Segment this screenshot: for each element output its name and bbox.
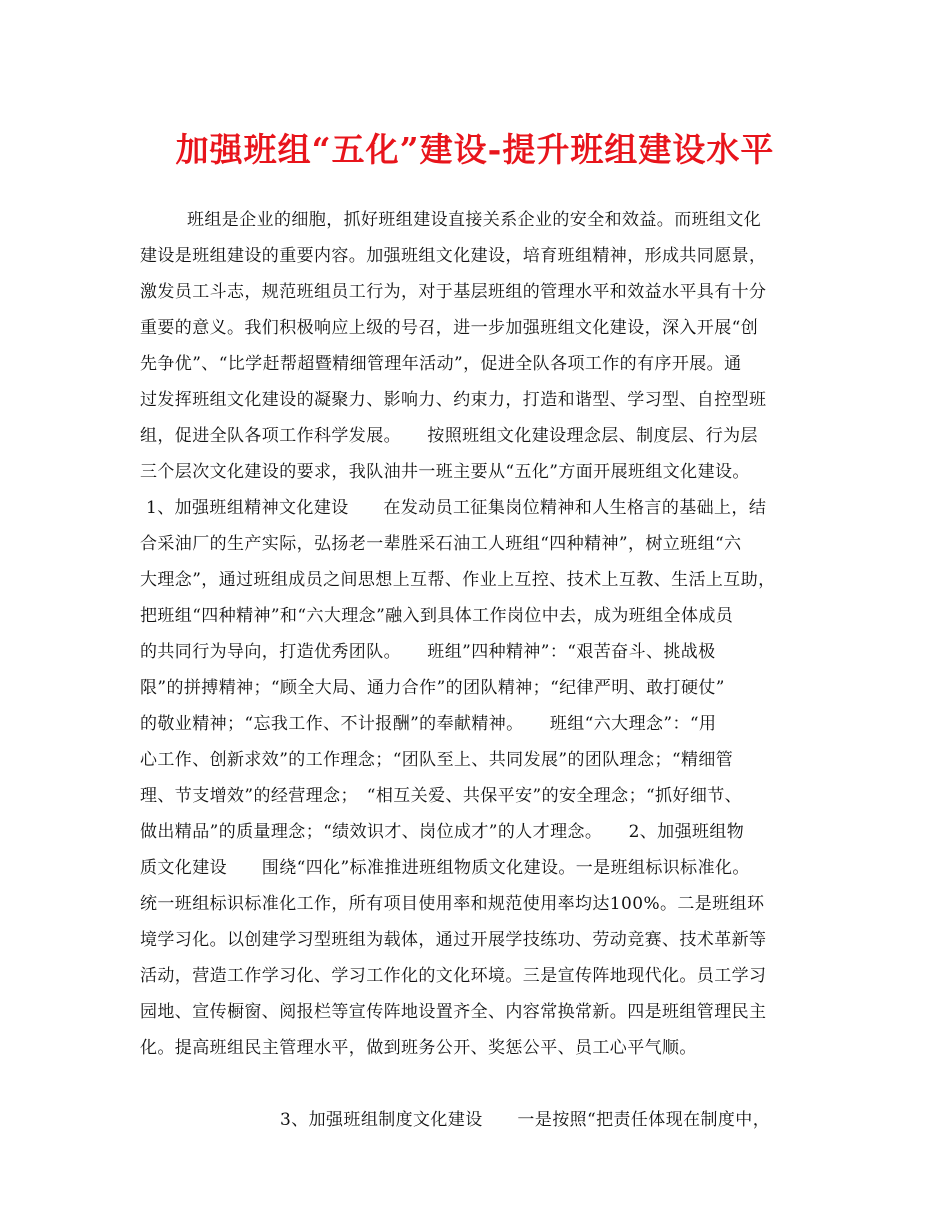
body-line: 3、加强班组制度文化建设 一是按照“把责任体现在制度中，	[280, 1110, 771, 1130]
body-line: 过发挥班组文化建设的凝聚力、影响力、约束力，打造和谐型、学习型、自控型班	[140, 390, 767, 410]
document-title: 加强班组“五化”建设-提升班组建设水平	[175, 130, 775, 169]
document-body	[140, 202, 820, 1138]
body-line: 园地、宣传橱窗、阅报栏等宣传阵地设置齐全、内容常换常新。四是班组管理民主	[140, 1002, 767, 1022]
body-line: 班组是企业的细胞，抓好班组建设直接关系企业的安全和效益。而班组文化	[187, 210, 762, 230]
body-line: 建设是班组建设的重要内容。加强班组文化建设，培育班组精神，形成共同愿景，	[140, 246, 767, 266]
body-line: 活动，营造工作学习化、学习工作化的文化环境。三是宣传阵地现代化。员工学习	[140, 966, 767, 986]
body-line: 限”的拼搏精神；“顾全大局、通力合作”的团队精神；“纪律严明、敢打硬仗”	[140, 678, 725, 698]
body-line: 先争优”、“比学赶帮超暨精细管理年活动”，促进全队各项工作的有序开展。通	[140, 354, 742, 374]
body-line: 的敬业精神；“忘我工作、不计报酬”的奉献精神。 班组“六大理念”：“用	[140, 714, 717, 734]
body-line: 化。提高班组民主管理水平，做到班务公开、奖惩公平、员工心平气顺。	[140, 1038, 697, 1058]
body-line: 把班组“四种精神”和“六大理念”融入到具体工作岗位中去，成为班组全体成员	[140, 606, 734, 626]
body-line: 理、节支增效”的经营理念； “相互关爱、共保平安”的安全理念；“抓好细节、	[140, 786, 743, 806]
body-line: 大理念”，通过班组成员之间思想上互帮、作业上互控、技术上互教、生活上互助，	[140, 570, 776, 590]
paragraph-gap	[140, 1066, 820, 1102]
body-line: 心工作、创新求效”的工作理念；“团队至上、共同发展”的团队理念；“精细管	[140, 750, 734, 770]
body-line: 激发员工斗志，规范班组员工行为，对于基层班组的管理水平和效益水平具有十分	[140, 282, 767, 302]
body-line: 境学习化。以创建学习型班组为载体，通过开展学技练功、劳动竞赛、技术革新等	[140, 930, 767, 950]
body-line: 的共同行为导向，打造优秀团队。 班组”四种精神”：“艰苦奋斗、挑战极	[140, 642, 716, 662]
body-line: 1、加强班组精神文化建设 在发动员工征集岗位精神和人生格言的基础上，结	[146, 498, 767, 518]
body-line: 质文化建设 围绕“四化”标准推进班组物质文化建设。一是班组标识标准化。	[140, 858, 750, 878]
body-line: 统一班组标识标准化工作，所有项目使用率和规范使用率均达100%。二是班组环	[140, 894, 765, 914]
body-line: 做出精品”的质量理念；“绩效识才、岗位成才”的人才理念。 2、加强班组物	[140, 822, 745, 842]
body-line: 重要的意义。我们积极响应上级的号召，进一步加强班组文化建设，深入开展“创	[140, 318, 759, 338]
body-line: 组，促进全队各项工作科学发展。 按照班组文化建设理念层、制度层、行为层	[140, 426, 758, 446]
body-line: 合采油厂的生产实际，弘扬老一辈胜采石油工人班组“四种精神”，树立班组“六	[140, 534, 742, 554]
body-line: 三个层次文化建设的要求，我队油井一班主要从“五化”方面开展班组文化建设。	[140, 462, 750, 482]
